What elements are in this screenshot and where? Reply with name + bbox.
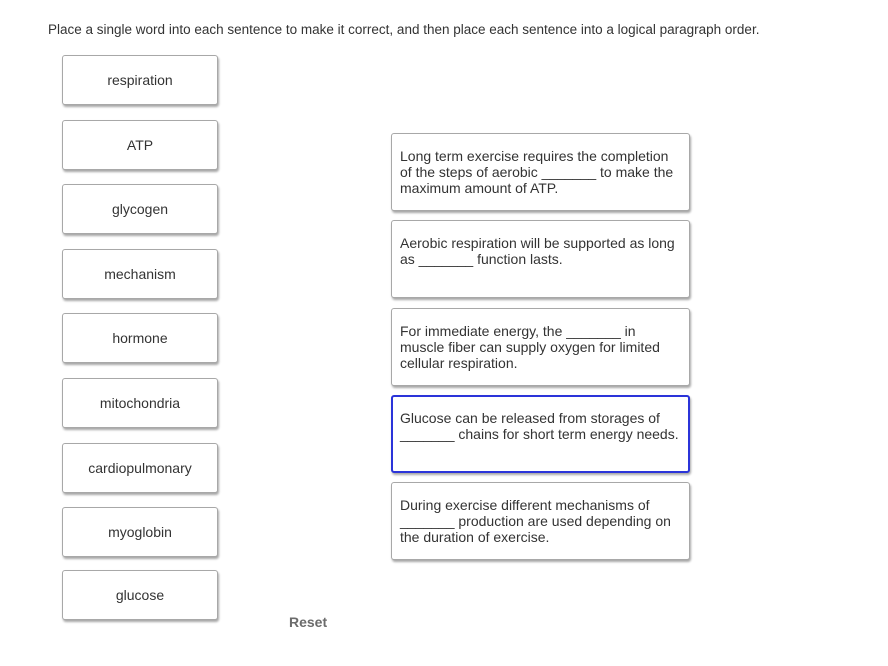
word-tile-glucose[interactable]: glucose [62, 570, 218, 620]
sentence-tile-3[interactable]: For immediate energy, the _______ in muscle fiber can supply oxygen for limited cellular respiration. [391, 308, 690, 386]
word-tile-cardiopulmonary[interactable]: cardiopulmonary [62, 443, 218, 493]
word-tile-hormone[interactable]: hormone [62, 313, 218, 363]
instructions-text: Place a single word into each sentence to make it correct, and then place each sentence into a logical paragraph order. [48, 22, 760, 37]
word-tile-respiration[interactable]: respiration [62, 55, 218, 105]
word-tile-mitochondria[interactable]: mitochondria [62, 378, 218, 428]
sentence-tile-5[interactable]: During exercise different mechanisms of _______ production are used depending on the duration of exercise. [391, 482, 690, 560]
sentence-tile-1[interactable]: Long term exercise requires the completion of the steps of aerobic _______ to make the maximum amount of ATP. [391, 133, 690, 211]
sentence-tile-2[interactable]: Aerobic respiration will be supported as long as _______ function lasts. [391, 220, 690, 298]
sentence-tile-4[interactable]: Glucose can be released from storages of _______ chains for short term energy needs. [391, 395, 690, 473]
reset-button[interactable]: Reset [289, 614, 328, 630]
word-tile-myoglobin[interactable]: myoglobin [62, 507, 218, 557]
word-tile-glycogen[interactable]: glycogen [62, 184, 218, 234]
word-tile-mechanism[interactable]: mechanism [62, 249, 218, 299]
word-tile-atp[interactable]: ATP [62, 120, 218, 170]
